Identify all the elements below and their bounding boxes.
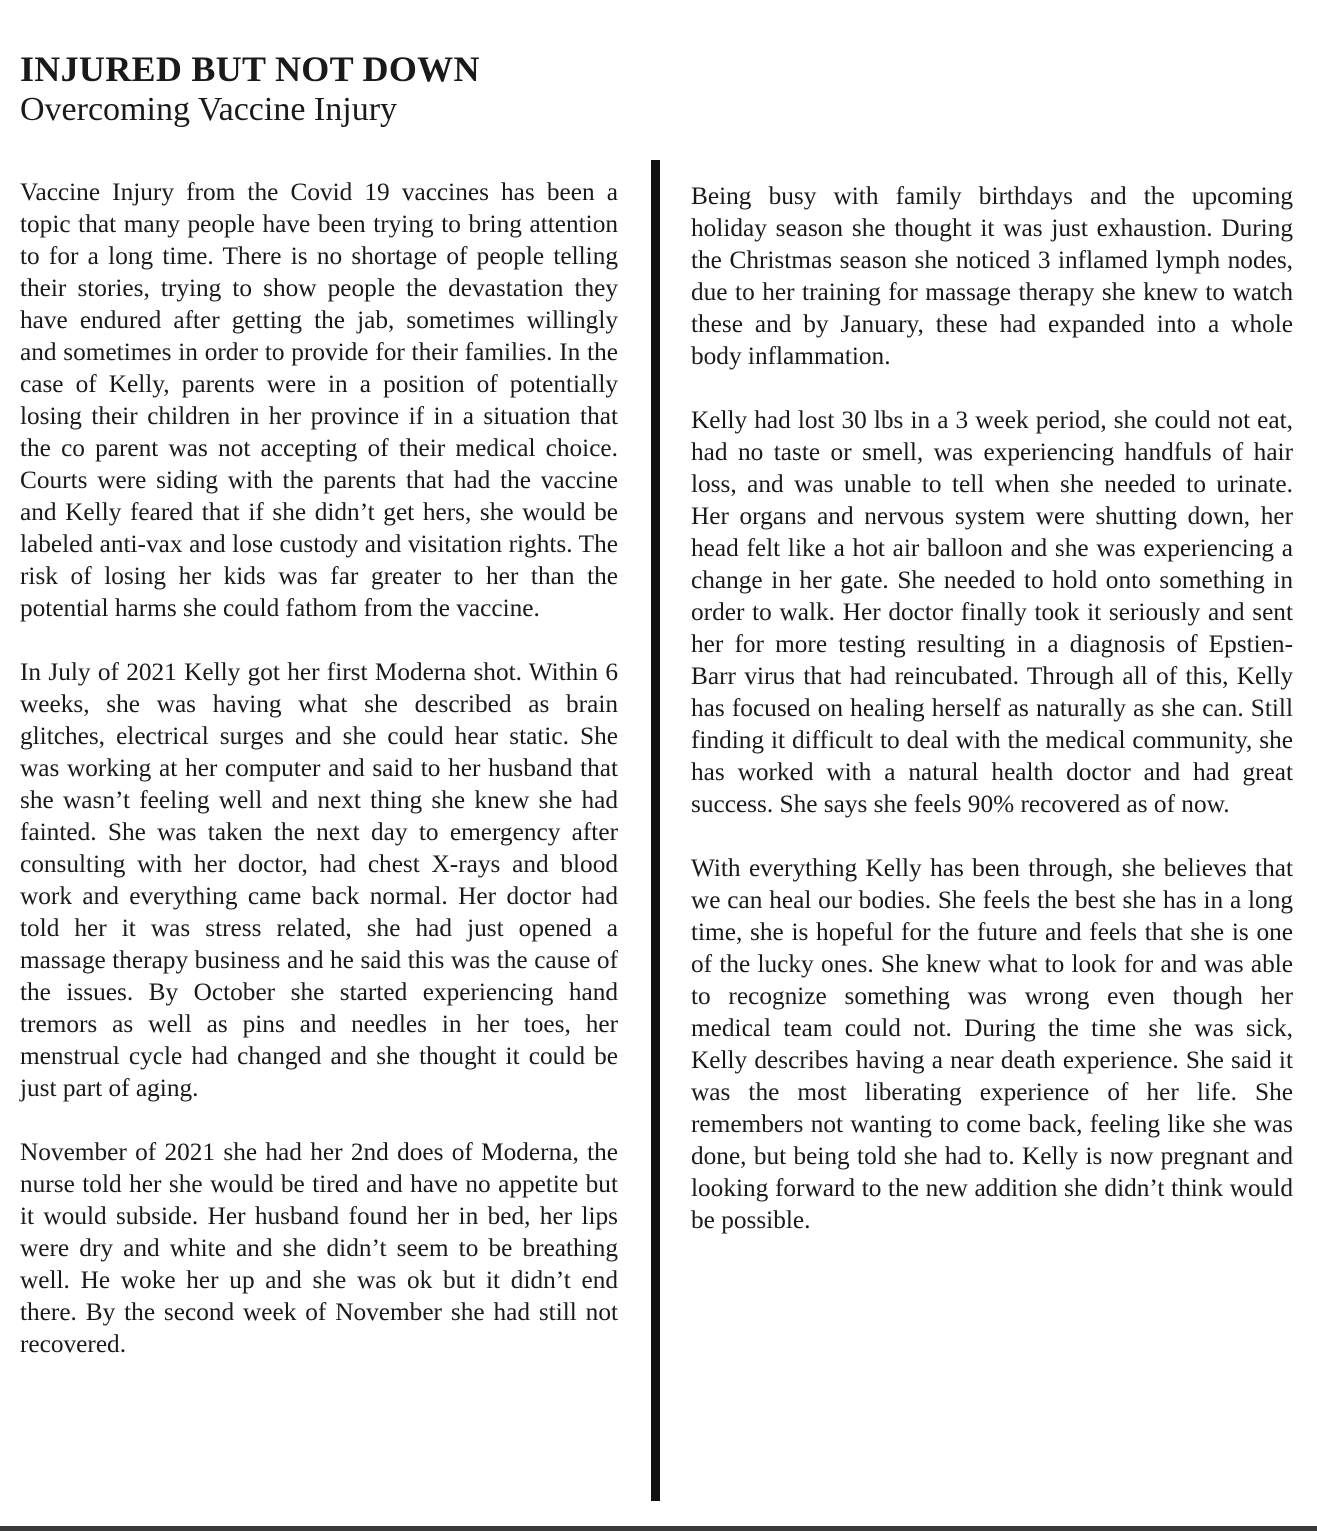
left-column [20, 176, 618, 1392]
paragraph: Being busy with family birthdays and the upcoming holiday season she thought it was just exhaustion. During the Christmas season she noticed 3 inflamed lymph nodes, due to her training for massage therapy she knew to watch these and by January, these had expanded into a whole body inflammation. [691, 182, 1293, 370]
bottom-rule [0, 1526, 1317, 1531]
paragraph: Kelly had lost 30 lbs in a 3 week period, she could not eat, had no taste or smell, was experiencing handfuls of hair loss, and was unable to tell when she needed to urinate. Her organs and nervous system were shutting down, her head felt like a hot air balloon and she was experiencing a change in her gate. She needed to hold onto something in order to walk. Her doctor finally took it seriously and sent her for more testing resulting in a diagnosis of Epstien-Barr virus that had reincubated. Through all of this, Kelly has focused on healing herself as naturally as she can. Still finding it difficult to deal with the medical community, she has worked with a natural health doctor and had great success. She says she feels 90% recovered as of now. [691, 406, 1293, 818]
article-subtitle: Overcoming Vaccine Injury [20, 91, 398, 128]
column-divider [651, 160, 660, 1501]
article-title: INJURED BUT NOT DOWN [20, 49, 480, 89]
article-header [20, 48, 920, 130]
paragraph: With everything Kelly has been through, she believes that we can heal our bodies. She feels the best she has in a long time, she is hopeful for the future and feels that she is one of the lucky ones. She knew what to look for and was able to recognize something was wrong even though her medical team could not. During the time she was sick, Kelly describes having a near death experience. She said it was the most liberating experience of her life. She remembers not wanting to come back, feeling like she was done, but being told she had to. Kelly is now pregnant and looking forward to the new addition she didn’t think would be possible. [691, 854, 1293, 1234]
right-column [691, 180, 1293, 1268]
paragraph: November of 2021 she had her 2nd does of Moderna, the nurse told her she would be tired and have no appetite but it would subside. Her husband found her in bed, her lips were dry and white and she didn’t seem to be breathing well. He woke her up and she was ok but it didn’t end there. By the second week of November she had still not recovered. [20, 1138, 618, 1358]
paragraph: In July of 2021 Kelly got her first Moderna shot. Within 6 weeks, she was having what she described as brain glitches, electrical surges and she could hear static. She was working at her computer and said to her husband that she wasn’t feeling well and next thing she knew she had fainted. She was taken the next day to emergency after consulting with her doctor, had chest X-rays and blood work and everything came back normal. Her doctor had told her it was stress related, she had just opened a massage therapy business and he said this was the cause of the issues. By October she started experiencing hand tremors as well as pins and needles in her toes, her menstrual cycle had changed and she thought it could be just part of aging. [20, 658, 618, 1102]
paragraph: Vaccine Injury from the Covid 19 vaccines has been a topic that many people have been trying to bring attention to for a long time. There is no shortage of people telling their stories, trying to show people the devastation they have endured after getting the jab, sometimes willingly and sometimes in order to provide for their families. In the case of Kelly, parents were in a position of potentially losing their children in her province if in a situation that the co parent was not accepting of their medical choice. Courts were siding with the parents that had the vaccine and Kelly feared that if she didn’t get hers, she would be labeled anti-vax and lose custody and visitation rights. The risk of losing her kids was far greater to her than the potential harms she could fathom from the vaccine. [20, 178, 618, 622]
